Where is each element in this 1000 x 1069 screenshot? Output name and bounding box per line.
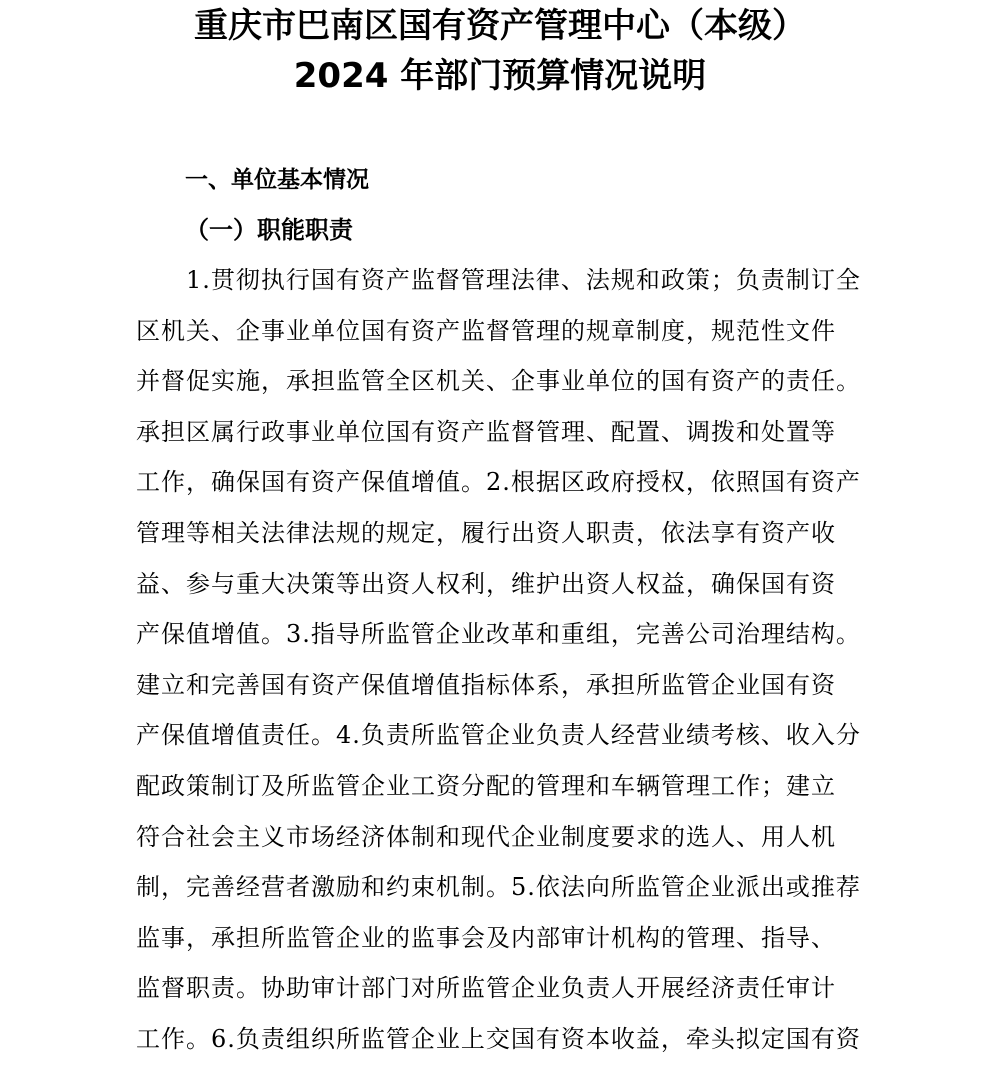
- body-line: 监督职责。协助审计部门对所监管企业负责人开展经济责任审计: [136, 974, 836, 1003]
- section-heading: 一、单位基本情况: [185, 167, 369, 193]
- body-line: 承担区属行政事业单位国有资产监督管理、配置、调拨和处置等: [136, 417, 836, 446]
- subsection-heading: （一）职能职责: [185, 215, 353, 244]
- body-line: 并督促实施，承担监管全区机关、企事业单位的国有资产的责任。: [136, 367, 861, 396]
- body-line: 产保值增值责任。4.负责所监管企业负责人经营业绩考核、收入分: [136, 721, 861, 750]
- body-line: 符合社会主义市场经济体制和现代企业制度要求的选人、用人机: [136, 822, 836, 851]
- body-line: 制，完善经营者激励和约束机制。5.依法向所监管企业派出或推荐: [136, 873, 861, 902]
- body-line: 工作。6.负责组织所监管企业上交国有资本收益，牵头拟定国有资: [136, 1024, 861, 1053]
- body-text: [136, 259, 896, 1069]
- body-line: 区机关、企事业单位国有资产监督管理的规章制度，规范性文件: [136, 316, 836, 345]
- body-line: 1.贯彻执行国有资产监督管理法律、法规和政策；负责制订全: [186, 266, 861, 294]
- body-line: 工作，确保国有资产保值增值。2.根据区政府授权，依照国有资产: [136, 468, 861, 497]
- body-line: 建立和完善国有资产保值增值指标体系，承担所监管企业国有资: [136, 670, 836, 699]
- body-line: 监事，承担所监管企业的监事会及内部审计机构的管理、指导、: [136, 923, 836, 952]
- body-line: 管理等相关法律法规的规定，履行出资人职责，依法享有资产收: [136, 518, 836, 547]
- body-line: 产保值增值。3.指导所监管企业改革和重组，完善公司治理结构。: [136, 620, 861, 649]
- document-title-line-1: 重庆市巴南区国有资产管理中心（本级）: [194, 6, 806, 46]
- document-title-line-2: 2024 年部门预算情况说明: [293, 56, 707, 96]
- body-line: 配政策制订及所监管企业工资分配的管理和车辆管理工作；建立: [136, 771, 836, 800]
- body-line: 益、参与重大决策等出资人权利，维护出资人权益，确保国有资: [136, 569, 836, 598]
